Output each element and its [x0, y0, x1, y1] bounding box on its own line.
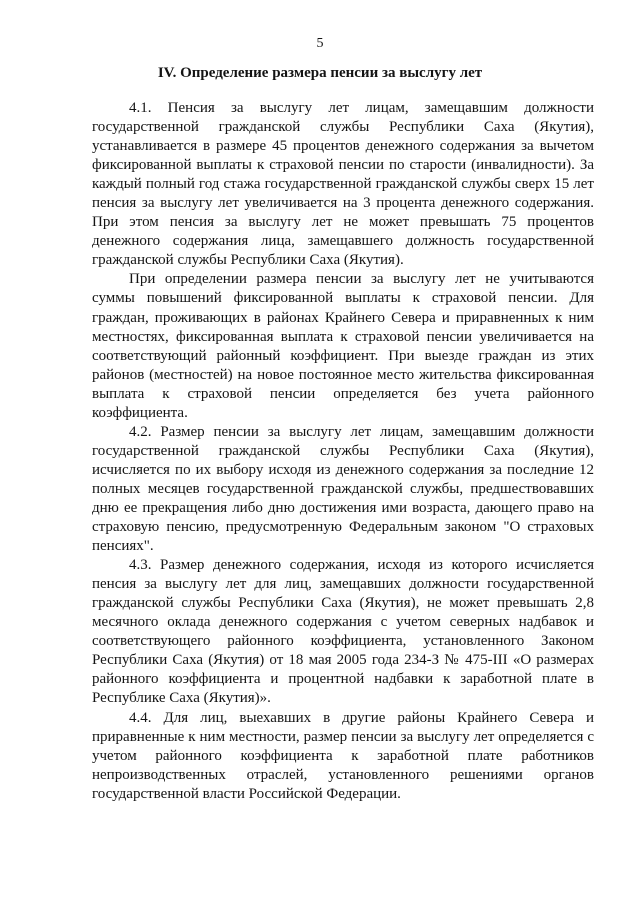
paragraph-4-4: 4.4. Для лиц, выехавших в другие районы Крайнего Севера и приравненные к ним местности, размер пенсии за выслугу лет определяется с учетом районного коэффициента к заработной плате работников непроизводственных отраслей, установленного решениями органов государственной власти Российской Федерации. [92, 709, 594, 802]
paragraph-pension-determination: При определении размера пенсии за выслугу лет не учитываются суммы повышений фиксированной выплаты к страховой пенсии. Для граждан, проживающих в районах Крайнего Севера и приравненных к ним местностях, фиксированная выплата к страховой пенсии увеличивается на соответствующий районный коэффициент. При выезде граждан из этих районов (местностей) на новое постоянное место жительства фиксированная выплата к страховой пенсии определяется без учета районного коэффициента. [92, 271, 594, 421]
body-text [92, 99, 594, 804]
paragraph-4-1: 4.1. Пенсия за выслугу лет лицам, замещавшим должности государственной гражданской службы Республики Саха (Якутия), устанавливается в размере 45 процентов денежного содержания за вычетом фиксированной выплаты к страховой пенсии по старости (инвалидности). За каждый полный год стажа государственной гражданской службы сверх 15 лет пенсия за выслугу лет увеличивается на 3 процента денежного содержания. При этом пенсия за выслугу лет не может превышать 75 процентов денежного содержания лица, замещавшего должность государственной гражданской службы Республики Саха (Якутия). [92, 100, 594, 269]
paragraph-4-3: 4.3. Размер денежного содержания, исходя из которого исчисляется пенсия за выслугу лет для лиц, замещавших должности государственной гражданской службы Республики Саха (Якутия), не может превышать 2,8 месячного оклада денежного содержания с учетом северных надбавок и соответствующего районного коэффициента, установленного Законом Республики Саха (Якутия) от 18 мая 2005 года 234-З № 475-III «О размерах районного коэффициента и процентной надбавки к заработной плате в Республике Саха (Якутия)». [92, 557, 594, 707]
section-title: IV. Определение размера пенсии за выслугу лет [157, 65, 483, 81]
paragraph-4-2: 4.2. Размер пенсии за выслугу лет лицам, замещавшим должности государственной гражданской службы Республики Саха (Якутия), исчисляется по их выбору исходя из денежного содержания за последние 12 полных месяцев государственной гражданской службы, предшествовавших дню ее прекращения либо дню достижения ими возраста, дающего право на страховую пенсию, предусмотренную Федеральным законом "О страховых пенсиях". [92, 423, 594, 555]
page-number: 5 [316, 36, 324, 51]
